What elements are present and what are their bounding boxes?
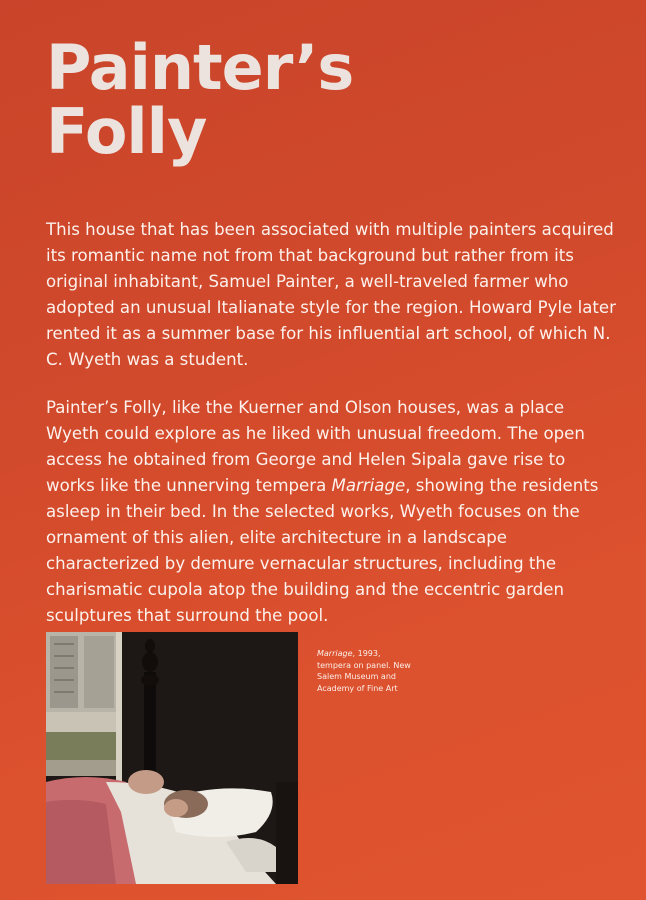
title-line-2: Folly	[46, 95, 207, 168]
body-paragraph-text-2: , showing the residents asleep in their bed. In the selected works, Wyeth focuses on the ornament of this alien, elite architecture in a landscape characterized by demure vernacular structures, including the charismatic cupola atop the building and the eccentric garden sculptures that surround the pool.	[46, 476, 599, 625]
intro-paragraph: This house that has been associated with multiple painters acquired its romantic name not from that background but rather from its original inhabitant, Samuel Painter, a well-traveled farmer who adopted an unusual Italianate style for the region. Howard Pyle later rented it as a summer base for his influential art school, of which N. C. Wyeth was a student.	[46, 220, 616, 369]
caption-collection-1: Salem Museum and	[317, 672, 396, 681]
artwork-caption	[317, 648, 447, 694]
artwork-title-inline: Marriage	[331, 476, 406, 495]
caption-title: Marriage	[317, 649, 353, 658]
title-line-1: Painter’s	[46, 31, 354, 104]
caption-medium: tempera on panel. New	[317, 660, 411, 670]
body-paragraph	[46, 395, 616, 629]
exhibit-title	[46, 31, 354, 168]
caption-year: , 1993,	[352, 649, 381, 658]
artwork-image-marriage	[46, 632, 298, 884]
caption-collection-2: Academy of Fine Art	[317, 683, 398, 693]
body-paragraph-text-1: Painter’s Folly, like the Kuerner and Olson houses, was a place Wyeth could explore as he liked with unusual freedom. The open access he obtained from George and Helen Sipala gave rise to works like the unnerving tempera	[46, 398, 585, 495]
